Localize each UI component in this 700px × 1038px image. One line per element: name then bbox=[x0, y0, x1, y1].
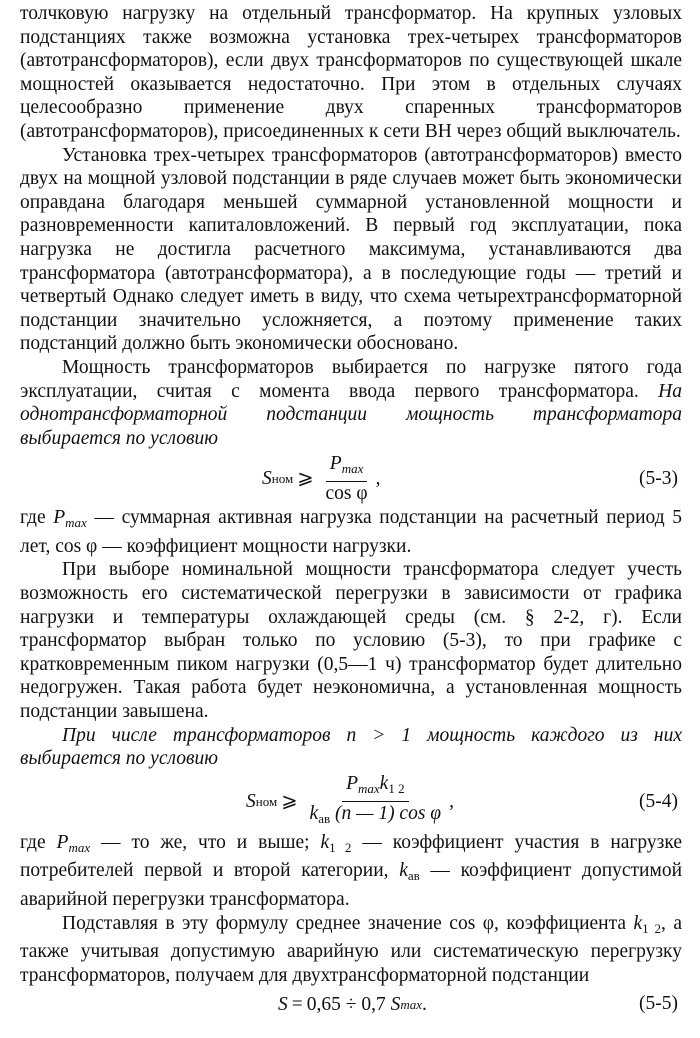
paragraph-4 bbox=[20, 506, 682, 558]
formula-5-3-relation: ⩾ bbox=[297, 468, 314, 490]
paragraph-4-pmax: P bbox=[53, 507, 66, 529]
formula-5-3-denominator: cos φ bbox=[325, 483, 368, 505]
paragraph-8-a: Подставляя в эту формулу среднее значение cos φ, коэффициента bbox=[62, 912, 634, 934]
formula-5-3-num-p: P bbox=[329, 453, 342, 475]
formula-5-5 bbox=[20, 989, 682, 1019]
paragraph-3 bbox=[20, 356, 682, 450]
paragraph-7-k: k bbox=[320, 831, 330, 853]
paragraph-6: При числе трансформаторов n > 1 мощность каждого из них выбирается по условию bbox=[20, 724, 682, 770]
paragraph-7-b: — то же, что и выше; bbox=[90, 831, 321, 853]
formula-5-4-num-p-sub: max bbox=[357, 781, 380, 797]
formula-5-5-var-sub: max bbox=[400, 996, 422, 1012]
formula-5-4-number: (5-4) bbox=[639, 791, 678, 813]
paragraph-8 bbox=[20, 912, 682, 988]
formula-5-4-num-k-sub: 1 2 bbox=[388, 781, 405, 797]
formula-5-4-tail: , bbox=[449, 791, 454, 813]
paragraph-1: толчковую нагрузку на отдельный трансформатор. На крупных узловых подстанциях также возможна установка трех-четырех трансформаторов (автотрансформаторов), если двух трансформаторов по существующей шкале мощностей оказывается недостаточно. При этом в отдельных случаях целесообразно применение двух спаренных трансформаторов (автотрансформаторов), присоединенных к сети ВН через общий выключатель. bbox=[20, 3, 682, 142]
formula-5-5-number: (5-5) bbox=[639, 993, 678, 1015]
paragraph-2: Установка трех-четырех трансформаторов (автотрансформаторов) вместо двух на мощной узловой подстанции в ряде случаев может быть экономически оправдана благодаря меньшей суммарной установленной мощности и разновременности капиталовложений. В первый год эксплуатации, пока нагрузка не достигла расчетного максимума, устанавливаются два трансформатора (автотрансформатора), а в последующие годы — третий и четвертый Однако следует иметь в виду, что схема четырехтрансформаторной подстанции значительно усложняется, а поэтому применение таких подстанций должно быть экономически обосновано. bbox=[20, 144, 682, 355]
paragraph-8-k-sub: 1 2 bbox=[642, 920, 661, 936]
formula-5-5-lhs: S bbox=[278, 993, 288, 1015]
formula-5-4-numerator bbox=[342, 773, 409, 802]
formula-5-4-den-k: k bbox=[309, 803, 319, 825]
paragraph-7-a: где bbox=[20, 831, 57, 853]
formula-5-5-var: S bbox=[390, 993, 401, 1015]
paragraph-5: При выборе номинальной мощности трансформатора следует учесть возможность его систематической перегрузки в зависимости от графика нагрузки и температуры охлаждающей среды (см. § 2-2, г). Если трансформатор выбран только по условию (5-3), то при графике с кратковременным пиком нагрузки (0,5—1 ч) трансформатор будет длительно недогружен. Такая работа будет неэкономична, а установленная мощность подстанции завышена. bbox=[20, 559, 682, 723]
paragraph-3-text: Мощность трансформаторов выбирается по нагрузке пятого года эксплуатации, считая с момента ввода первого трансформатора. bbox=[20, 356, 682, 402]
paragraph-4-pmax-sub: max bbox=[65, 515, 87, 531]
formula-5-3-tail: , bbox=[375, 468, 381, 490]
paragraph-7-c: — коэффициент участия в нагрузке потребителей первой и второй категории, bbox=[20, 831, 683, 882]
paragraph-7-pmax: P bbox=[56, 831, 69, 853]
paragraph-8-k: k bbox=[633, 912, 643, 934]
formula-5-3-lhs-sub: ном bbox=[271, 471, 294, 487]
formula-5-3-number: (5-3) bbox=[639, 468, 678, 490]
formula-5-5-relation: = bbox=[291, 993, 303, 1015]
formula-5-4-fraction bbox=[306, 773, 446, 830]
paragraph-7-pmax-sub: max bbox=[68, 839, 91, 855]
formula-5-5-value: 0,65 ÷ 0,7 bbox=[306, 993, 386, 1015]
paragraph-3-italic: На однотрансформаторной подстанции мощность трансформатора выбирается по условию bbox=[20, 380, 682, 449]
formula-5-4 bbox=[20, 775, 682, 829]
formula-5-4-lhs-sub: ном bbox=[255, 794, 278, 810]
formula-5-3-fraction bbox=[322, 453, 372, 505]
formula-5-4-expression bbox=[246, 775, 454, 829]
paragraph-8-b: , а также учитывая допустимую аварийную или систематическую перегрузку трансформаторов, получаем для двухтрансформаторной подстанции bbox=[20, 912, 682, 986]
formula-5-4-num-k: k bbox=[379, 773, 389, 795]
formula-5-4-num-p: P bbox=[346, 773, 358, 795]
formula-5-3-num-sub: max bbox=[341, 461, 364, 477]
formula-5-3-numerator bbox=[326, 453, 368, 482]
formula-5-5-tail: . bbox=[422, 993, 427, 1015]
formula-5-4-den-k-sub: ав bbox=[318, 811, 331, 827]
paragraph-7-d: — коэффициент допустимой аварийной перегрузки трансформатора. bbox=[20, 860, 683, 910]
paragraph-4-a: где bbox=[20, 507, 54, 529]
paragraph-7-k-sub: 1 2 bbox=[329, 839, 352, 855]
formula-5-3-expression bbox=[262, 454, 381, 504]
formula-5-4-denominator bbox=[306, 802, 446, 830]
paragraph-7 bbox=[20, 831, 682, 912]
paragraph-7-kav-sub: ав bbox=[407, 868, 420, 884]
formula-5-4-lhs: S bbox=[246, 791, 256, 813]
formula-5-3-lhs: S bbox=[262, 468, 272, 490]
formula-5-4-relation: ⩾ bbox=[281, 791, 298, 813]
formula-5-3 bbox=[20, 454, 682, 504]
formula-5-5-expression bbox=[278, 989, 427, 1019]
paragraph-4-b: — суммарная активная нагрузка подстанции на расчетный период 5 лет, cos φ — коэффициент мощности нагрузки. bbox=[20, 507, 683, 557]
paragraph-7-kav: k bbox=[399, 860, 408, 882]
formula-5-4-den-rest: (n — 1) cos φ bbox=[334, 803, 442, 825]
